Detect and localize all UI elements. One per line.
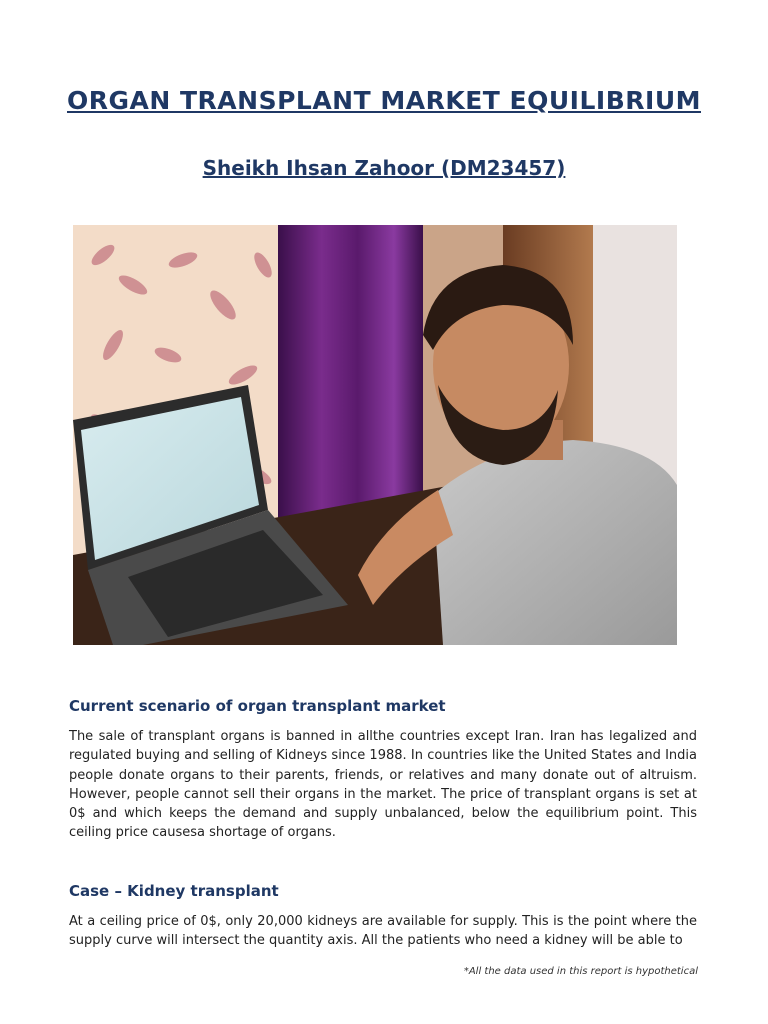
author-photo — [73, 225, 677, 645]
section-body-kidney-transplant: At a ceiling price of 0$, only 20,000 kidneys are available for supply. This is the point where the supply curve will intersect the quantity axis. All the patients who need a kidney will be able to — [69, 914, 697, 949]
section-body-current-scenario: The sale of transplant organs is banned in allthe countries except Iran. Iran has legalized and regulated buying and selling of Kidneys since 1988. In countries like the United States and India people donate organs to their parents, friends, or relatives and many donate out of altruism. However, people cannot sell their organs in the market. The price of transplant organs is set at 0$ and which keeps the demand and supply unbalanced, below the equilibrium point. This ceiling price causesa shortage of organs. — [69, 729, 697, 841]
section-heading-current-scenario: Current scenario of organ transplant market — [69, 697, 446, 715]
author-line: Sheikh Ihsan Zahoor (DM23457) — [202, 156, 566, 180]
section-heading-kidney-transplant: Case – Kidney transplant — [69, 882, 279, 900]
document-title: ORGAN TRANSPLANT MARKET EQUILIBRIUM — [67, 86, 701, 115]
footnote: *All the data used in this report is hypothetical — [463, 966, 698, 977]
